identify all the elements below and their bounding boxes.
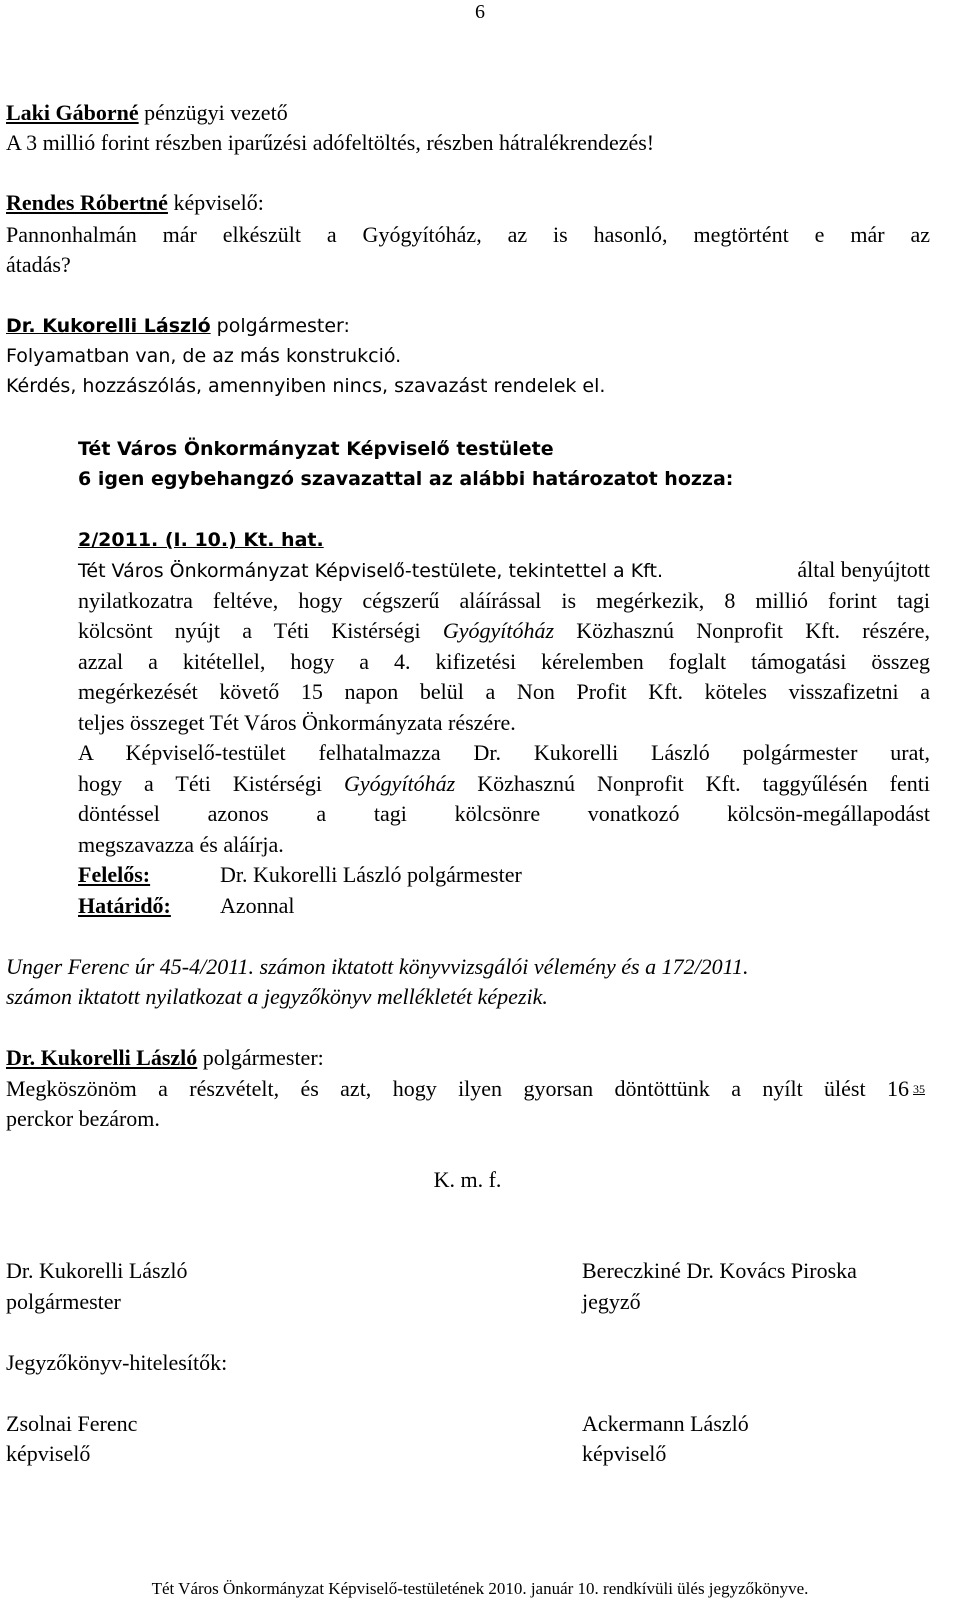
statement-text: perckor bezárom.: [6, 1106, 160, 1131]
note-text: Unger Ferenc úr 45-4/2011. számon iktatott könyvvizsgálói vélemény és a 172/2011.: [6, 954, 749, 979]
signatory-name: Ackermann László: [582, 1411, 749, 1436]
speaker-line: [6, 1043, 324, 1073]
responsible-value: Dr. Kukorelli László polgármester: [220, 862, 522, 887]
speaker-role: képviselő:: [167, 190, 264, 215]
vote-line: Tét Város Önkormányzat Képviselő testülete: [78, 438, 554, 460]
statement-text: Megköszönöm a részvételt, és azt, hogy ilyen gyorsan döntöttünk a nyílt ülést 16: [6, 1076, 909, 1101]
resolution-text: döntéssel azonos a tagi kölcsönre vonatkozó kölcsön-megállapodást: [78, 801, 930, 826]
signatory-title: képviselő: [582, 1441, 667, 1466]
resolution-number: 2/2011. (I. 10.) Kt. hat.: [78, 529, 324, 551]
resolution-text: megérkezését követő 15 napon belül a Non Profit Kft. köteles visszafizetni a: [78, 679, 930, 704]
statement-text: Pannonhalmán már elkészült a Gyógyítóház, az is hasonló, megtörtént e már az: [6, 222, 930, 247]
resolution-text: teljes összeget Tét Város Önkormányzata részére.: [78, 710, 516, 735]
speaker-role: pénzügyi vezető: [138, 100, 288, 125]
statement-text: Kérdés, hozzászólás, amennyiben nincs, szavazást rendelek el.: [6, 375, 606, 397]
resolution-intro: Tét Város Önkormányzat Képviselő-testülete, tekintettel a Kft.: [78, 560, 663, 582]
vote-line: 6 igen egybehangzó szavazattal az alábbi határozatot hozza:: [78, 468, 734, 490]
speaker-line: [6, 311, 350, 341]
signatory-name: Zsolnai Ferenc: [6, 1411, 138, 1436]
deadline-value: Azonnal: [220, 893, 295, 918]
signatory-title: polgármester: [6, 1289, 121, 1314]
speaker-name: Dr. Kukorelli László: [6, 315, 211, 337]
statement-text: A 3 millió forint részben iparűzési adófeltöltés, részben hátralékrendezés!: [6, 130, 655, 155]
speaker-name: Laki Gáborné: [6, 100, 139, 125]
institution-name: Gyógyítóház: [442, 618, 555, 643]
signatory-title: képviselő: [6, 1441, 91, 1466]
page-number: 6: [475, 1, 485, 23]
resolution-line: [78, 555, 930, 586]
resolution-text: kölcsönt nyújt a Téti Kistérségi Gyógyítóház Közhasznú Nonprofit Kft. részére,: [78, 618, 931, 643]
note-text: számon iktatott nyilatkozat a jegyzőkönyv mellékletét képezik.: [6, 984, 548, 1009]
speaker-role: polgármester:: [197, 1045, 324, 1070]
speaker-line: [6, 98, 288, 128]
speaker-name: Dr. Kukorelli László: [6, 1045, 198, 1070]
resolution-text: nyilatkozatra feltéve, hogy cégszerű aláírással is megérkezik, 8 millió forint tagi: [78, 588, 930, 613]
closing-mark: K. m. f.: [433, 1167, 502, 1192]
speaker-role: polgármester:: [210, 315, 350, 337]
speaker-name: Rendes Róbertné: [6, 190, 168, 215]
deadline-row: [78, 891, 171, 921]
authenticators-label: Jegyzőkönyv-hitelesítők:: [6, 1350, 228, 1375]
resolution-text: megszavazza és aláírja.: [78, 832, 284, 857]
resolution-text: A Képviselő-testület felhatalmazza Dr. Kukorelli László polgármester urat,: [78, 740, 930, 765]
resolution-text: azzal a kitétellel, hogy a 4. kifizetési kérelemben foglalt támogatási összeg: [78, 649, 930, 674]
institution-name: Gyógyítóház: [344, 771, 456, 796]
time-superscript: 35: [913, 1082, 925, 1096]
statement-text: Folyamatban van, de az más konstrukció.: [6, 345, 402, 367]
statement-text: átadás?: [6, 252, 71, 277]
deadline-label: Határidő:: [78, 893, 171, 918]
responsible-row: [78, 860, 150, 890]
resolution-text: által benyújtott: [797, 557, 930, 582]
responsible-label: Felelős:: [78, 862, 151, 887]
speaker-line: [6, 188, 264, 218]
signatory-title: jegyző: [582, 1289, 641, 1314]
signatory-name: Bereczkiné Dr. Kovács Piroska: [582, 1258, 857, 1283]
page-footer: Tét Város Önkormányzat Képviselő-testületének 2010. január 10. rendkívüli ülés jegyzőkönyve.: [151, 1579, 809, 1598]
signatory-name: Dr. Kukorelli László: [6, 1258, 188, 1283]
resolution-text: hogy a Téti Kistérségi Gyógyítóház Közhasznú Nonprofit Kft. taggyűlésén fenti: [78, 771, 930, 796]
